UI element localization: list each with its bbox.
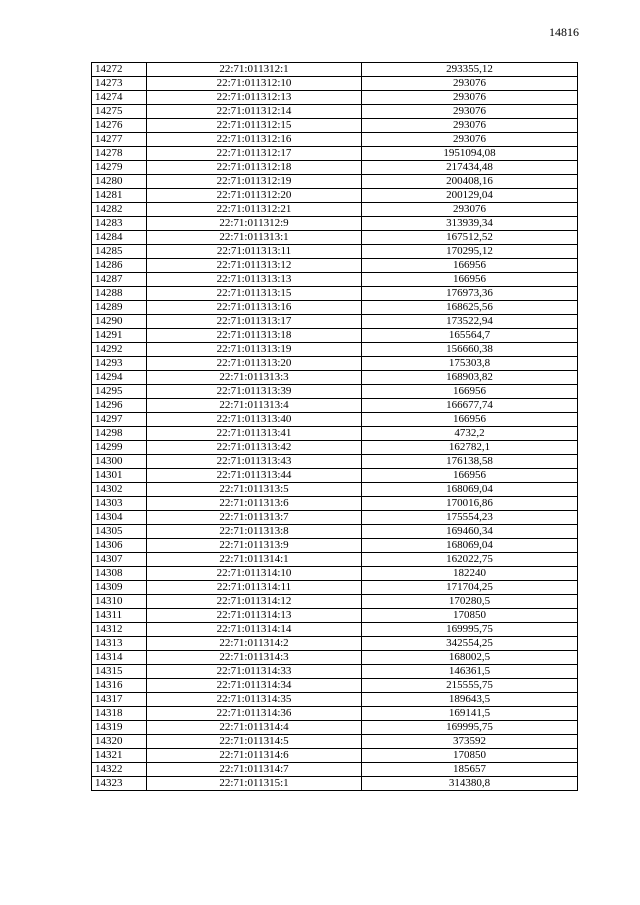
row-number-cell: 14300 [92, 455, 147, 469]
cadastral-value-cell: 182240 [362, 567, 578, 581]
row-number-cell: 14293 [92, 357, 147, 371]
cadastral-value-cell: 293076 [362, 91, 578, 105]
cadastral-value-cell: 166956 [362, 469, 578, 483]
cadastral-value-cell: 168625,56 [362, 301, 578, 315]
cadastral-value-cell: 293076 [362, 77, 578, 91]
row-number-cell: 14288 [92, 287, 147, 301]
table-row [92, 189, 578, 203]
cadastral-value-cell: 162782,1 [362, 441, 578, 455]
row-number-cell: 14275 [92, 105, 147, 119]
cadastral-value-cell: 293076 [362, 119, 578, 133]
table-row [92, 539, 578, 553]
table-row [92, 595, 578, 609]
table-row [92, 217, 578, 231]
cadastral-number-cell: 22:71:011314:14 [147, 623, 362, 637]
cadastral-value-cell: 200408,16 [362, 175, 578, 189]
cadastral-number-cell: 22:71:011313:42 [147, 441, 362, 455]
table-row [92, 525, 578, 539]
table-row [92, 259, 578, 273]
cadastral-number-cell: 22:71:011312:13 [147, 91, 362, 105]
row-number-cell: 14322 [92, 763, 147, 777]
cadastral-number-cell: 22:71:011313:43 [147, 455, 362, 469]
table-row [92, 441, 578, 455]
cadastral-value-cell: 166956 [362, 259, 578, 273]
table-row [92, 175, 578, 189]
cadastral-number-cell: 22:71:011314:10 [147, 567, 362, 581]
table-row [92, 357, 578, 371]
cadastral-value-cell: 169995,75 [362, 623, 578, 637]
row-number-cell: 14283 [92, 217, 147, 231]
cadastral-number-cell: 22:71:011312:10 [147, 77, 362, 91]
cadastral-value-cell: 166956 [362, 273, 578, 287]
cadastral-number-cell: 22:71:011314:1 [147, 553, 362, 567]
table-row [92, 679, 578, 693]
cadastral-number-cell: 22:71:011313:39 [147, 385, 362, 399]
cadastral-value-cell: 176138,58 [362, 455, 578, 469]
row-number-cell: 14314 [92, 651, 147, 665]
cadastral-number-cell: 22:71:011313:5 [147, 483, 362, 497]
cadastral-value-cell: 171704,25 [362, 581, 578, 595]
table-row [92, 497, 578, 511]
cadastral-value-cell: 166956 [362, 385, 578, 399]
table-row [92, 609, 578, 623]
cadastral-number-cell: 22:71:011314:13 [147, 609, 362, 623]
cadastral-value-cell: 170016,86 [362, 497, 578, 511]
table-row [92, 749, 578, 763]
row-number-cell: 14321 [92, 749, 147, 763]
table-row [92, 483, 578, 497]
row-number-cell: 14318 [92, 707, 147, 721]
cadastral-number-cell: 22:71:011313:19 [147, 343, 362, 357]
cadastral-value-cell: 165564,7 [362, 329, 578, 343]
row-number-cell: 14315 [92, 665, 147, 679]
row-number-cell: 14279 [92, 161, 147, 175]
cadastral-value-cell: 189643,5 [362, 693, 578, 707]
table-row [92, 161, 578, 175]
cadastral-number-cell: 22:71:011313:6 [147, 497, 362, 511]
row-number-cell: 14312 [92, 623, 147, 637]
table-row [92, 469, 578, 483]
cadastral-value-cell: 373592 [362, 735, 578, 749]
row-number-cell: 14292 [92, 343, 147, 357]
table-row [92, 763, 578, 777]
table-row [92, 413, 578, 427]
cadastral-number-cell: 22:71:011314:11 [147, 581, 362, 595]
row-number-cell: 14313 [92, 637, 147, 651]
cadastral-value-cell: 314380,8 [362, 777, 578, 791]
row-number-cell: 14285 [92, 245, 147, 259]
cadastral-value-cell: 168002,5 [362, 651, 578, 665]
cadastral-number-cell: 22:71:011312:16 [147, 133, 362, 147]
table-body [92, 63, 578, 791]
cadastral-value-cell: 342554,25 [362, 637, 578, 651]
row-number-cell: 14296 [92, 399, 147, 413]
cadastral-value-cell: 168069,04 [362, 539, 578, 553]
cadastral-number-cell: 22:71:011313:15 [147, 287, 362, 301]
row-number-cell: 14287 [92, 273, 147, 287]
cadastral-value-cell: 168903,82 [362, 371, 578, 385]
table-row [92, 105, 578, 119]
row-number-cell: 14305 [92, 525, 147, 539]
cadastral-value-cell: 200129,04 [362, 189, 578, 203]
table-row [92, 343, 578, 357]
row-number-cell: 14289 [92, 301, 147, 315]
table-row [92, 399, 578, 413]
table-row [92, 133, 578, 147]
cadastral-value-cell: 162022,75 [362, 553, 578, 567]
cadastral-value-cell: 4732,2 [362, 427, 578, 441]
cadastral-number-cell: 22:71:011312:15 [147, 119, 362, 133]
row-number-cell: 14277 [92, 133, 147, 147]
row-number-cell: 14299 [92, 441, 147, 455]
cadastral-number-cell: 22:71:011313:13 [147, 273, 362, 287]
cadastral-value-cell: 169995,75 [362, 721, 578, 735]
cadastral-number-cell: 22:71:011313:8 [147, 525, 362, 539]
cadastral-number-cell: 22:71:011313:3 [147, 371, 362, 385]
cadastral-number-cell: 22:71:011313:20 [147, 357, 362, 371]
row-number-cell: 14308 [92, 567, 147, 581]
cadastral-value-cell: 293076 [362, 203, 578, 217]
cadastral-number-cell: 22:71:011313:7 [147, 511, 362, 525]
table-row [92, 301, 578, 315]
table-row [92, 315, 578, 329]
cadastral-value-cell: 167512,52 [362, 231, 578, 245]
table-row [92, 77, 578, 91]
table-row [92, 273, 578, 287]
cadastral-value-cell: 293076 [362, 105, 578, 119]
table-row [92, 455, 578, 469]
cadastral-value-cell: 168069,04 [362, 483, 578, 497]
table-row [92, 553, 578, 567]
row-number-cell: 14294 [92, 371, 147, 385]
cadastral-value-cell: 170280,5 [362, 595, 578, 609]
row-number-cell: 14304 [92, 511, 147, 525]
cadastral-number-cell: 22:71:011313:41 [147, 427, 362, 441]
cadastral-number-cell: 22:71:011314:36 [147, 707, 362, 721]
row-number-cell: 14298 [92, 427, 147, 441]
row-number-cell: 14303 [92, 497, 147, 511]
cadastral-value-cell: 156660,38 [362, 343, 578, 357]
cadastral-number-cell: 22:71:011314:5 [147, 735, 362, 749]
table-row [92, 651, 578, 665]
cadastral-value-cell: 166956 [362, 413, 578, 427]
cadastral-value-cell: 170295,12 [362, 245, 578, 259]
cadastral-value-cell: 313939,34 [362, 217, 578, 231]
row-number-cell: 14301 [92, 469, 147, 483]
row-number-cell: 14297 [92, 413, 147, 427]
cadastral-number-cell: 22:71:011313:44 [147, 469, 362, 483]
cadastral-number-cell: 22:71:011312:14 [147, 105, 362, 119]
cadastral-value-cell: 215555,75 [362, 679, 578, 693]
row-number-cell: 14295 [92, 385, 147, 399]
cadastral-value-cell: 185657 [362, 763, 578, 777]
cadastral-value-cell: 173522,94 [362, 315, 578, 329]
table-row [92, 147, 578, 161]
cadastral-number-cell: 22:71:011313:4 [147, 399, 362, 413]
cadastral-value-cell: 170850 [362, 609, 578, 623]
cadastral-number-cell: 22:71:011314:34 [147, 679, 362, 693]
table-row [92, 203, 578, 217]
row-number-cell: 14311 [92, 609, 147, 623]
cadastral-value-cell: 166677,74 [362, 399, 578, 413]
row-number-cell: 14276 [92, 119, 147, 133]
table-row [92, 721, 578, 735]
cadastral-value-cell: 293355,12 [362, 63, 578, 77]
cadastral-value-cell: 293076 [362, 133, 578, 147]
table-row [92, 245, 578, 259]
table-row [92, 119, 578, 133]
row-number-cell: 14306 [92, 539, 147, 553]
cadastral-number-cell: 22:71:011313:9 [147, 539, 362, 553]
row-number-cell: 14284 [92, 231, 147, 245]
table-row [92, 63, 578, 77]
cadastral-number-cell: 22:71:011313:17 [147, 315, 362, 329]
table-row [92, 735, 578, 749]
cadastral-number-cell: 22:71:011314:4 [147, 721, 362, 735]
cadastral-number-cell: 22:71:011313:16 [147, 301, 362, 315]
table-row [92, 623, 578, 637]
table-row [92, 581, 578, 595]
table-row [92, 637, 578, 651]
cadastral-number-cell: 22:71:011312:18 [147, 161, 362, 175]
row-number-cell: 14280 [92, 175, 147, 189]
cadastral-number-cell: 22:71:011313:11 [147, 245, 362, 259]
cadastral-number-cell: 22:71:011314:7 [147, 763, 362, 777]
row-number-cell: 14291 [92, 329, 147, 343]
cadastral-value-cell: 176973,36 [362, 287, 578, 301]
cadastral-value-table [91, 62, 578, 791]
cadastral-value-cell: 175554,23 [362, 511, 578, 525]
cadastral-value-cell: 169460,34 [362, 525, 578, 539]
cadastral-value-cell: 169141,5 [362, 707, 578, 721]
row-number-cell: 14272 [92, 63, 147, 77]
table-row [92, 777, 578, 791]
cadastral-number-cell: 22:71:011314:3 [147, 651, 362, 665]
cadastral-number-cell: 22:71:011313:12 [147, 259, 362, 273]
row-number-cell: 14320 [92, 735, 147, 749]
cadastral-number-cell: 22:71:011314:33 [147, 665, 362, 679]
table-row [92, 707, 578, 721]
row-number-cell: 14319 [92, 721, 147, 735]
cadastral-number-cell: 22:71:011312:21 [147, 203, 362, 217]
cadastral-number-cell: 22:71:011313:18 [147, 329, 362, 343]
cadastral-number-cell: 22:71:011313:1 [147, 231, 362, 245]
row-number-cell: 14273 [92, 77, 147, 91]
row-number-cell: 14290 [92, 315, 147, 329]
cadastral-number-cell: 22:71:011313:40 [147, 413, 362, 427]
cadastral-number-cell: 22:71:011314:2 [147, 637, 362, 651]
row-number-cell: 14302 [92, 483, 147, 497]
cadastral-number-cell: 22:71:011314:12 [147, 595, 362, 609]
row-number-cell: 14309 [92, 581, 147, 595]
page-number: 14816 [549, 25, 579, 39]
table-row [92, 231, 578, 245]
row-number-cell: 14274 [92, 91, 147, 105]
table-row [92, 693, 578, 707]
cadastral-number-cell: 22:71:011312:17 [147, 147, 362, 161]
row-number-cell: 14307 [92, 553, 147, 567]
cadastral-value-cell: 170850 [362, 749, 578, 763]
cadastral-value-cell: 217434,48 [362, 161, 578, 175]
cadastral-value-cell: 1951094,08 [362, 147, 578, 161]
row-number-cell: 14310 [92, 595, 147, 609]
table-row [92, 665, 578, 679]
row-number-cell: 14281 [92, 189, 147, 203]
table-row [92, 329, 578, 343]
row-number-cell: 14278 [92, 147, 147, 161]
cadastral-number-cell: 22:71:011312:19 [147, 175, 362, 189]
table-row [92, 427, 578, 441]
table-row [92, 567, 578, 581]
cadastral-value-cell: 146361,5 [362, 665, 578, 679]
table-row [92, 287, 578, 301]
row-number-cell: 14317 [92, 693, 147, 707]
table-row [92, 511, 578, 525]
row-number-cell: 14316 [92, 679, 147, 693]
row-number-cell: 14323 [92, 777, 147, 791]
cadastral-number-cell: 22:71:011312:20 [147, 189, 362, 203]
cadastral-number-cell: 22:71:011315:1 [147, 777, 362, 791]
cadastral-number-cell: 22:71:011314:6 [147, 749, 362, 763]
cadastral-number-cell: 22:71:011312:9 [147, 217, 362, 231]
table-row [92, 385, 578, 399]
cadastral-number-cell: 22:71:011314:35 [147, 693, 362, 707]
cadastral-value-cell: 175303,8 [362, 357, 578, 371]
row-number-cell: 14286 [92, 259, 147, 273]
table-row [92, 91, 578, 105]
row-number-cell: 14282 [92, 203, 147, 217]
cadastral-number-cell: 22:71:011312:1 [147, 63, 362, 77]
table-row [92, 371, 578, 385]
